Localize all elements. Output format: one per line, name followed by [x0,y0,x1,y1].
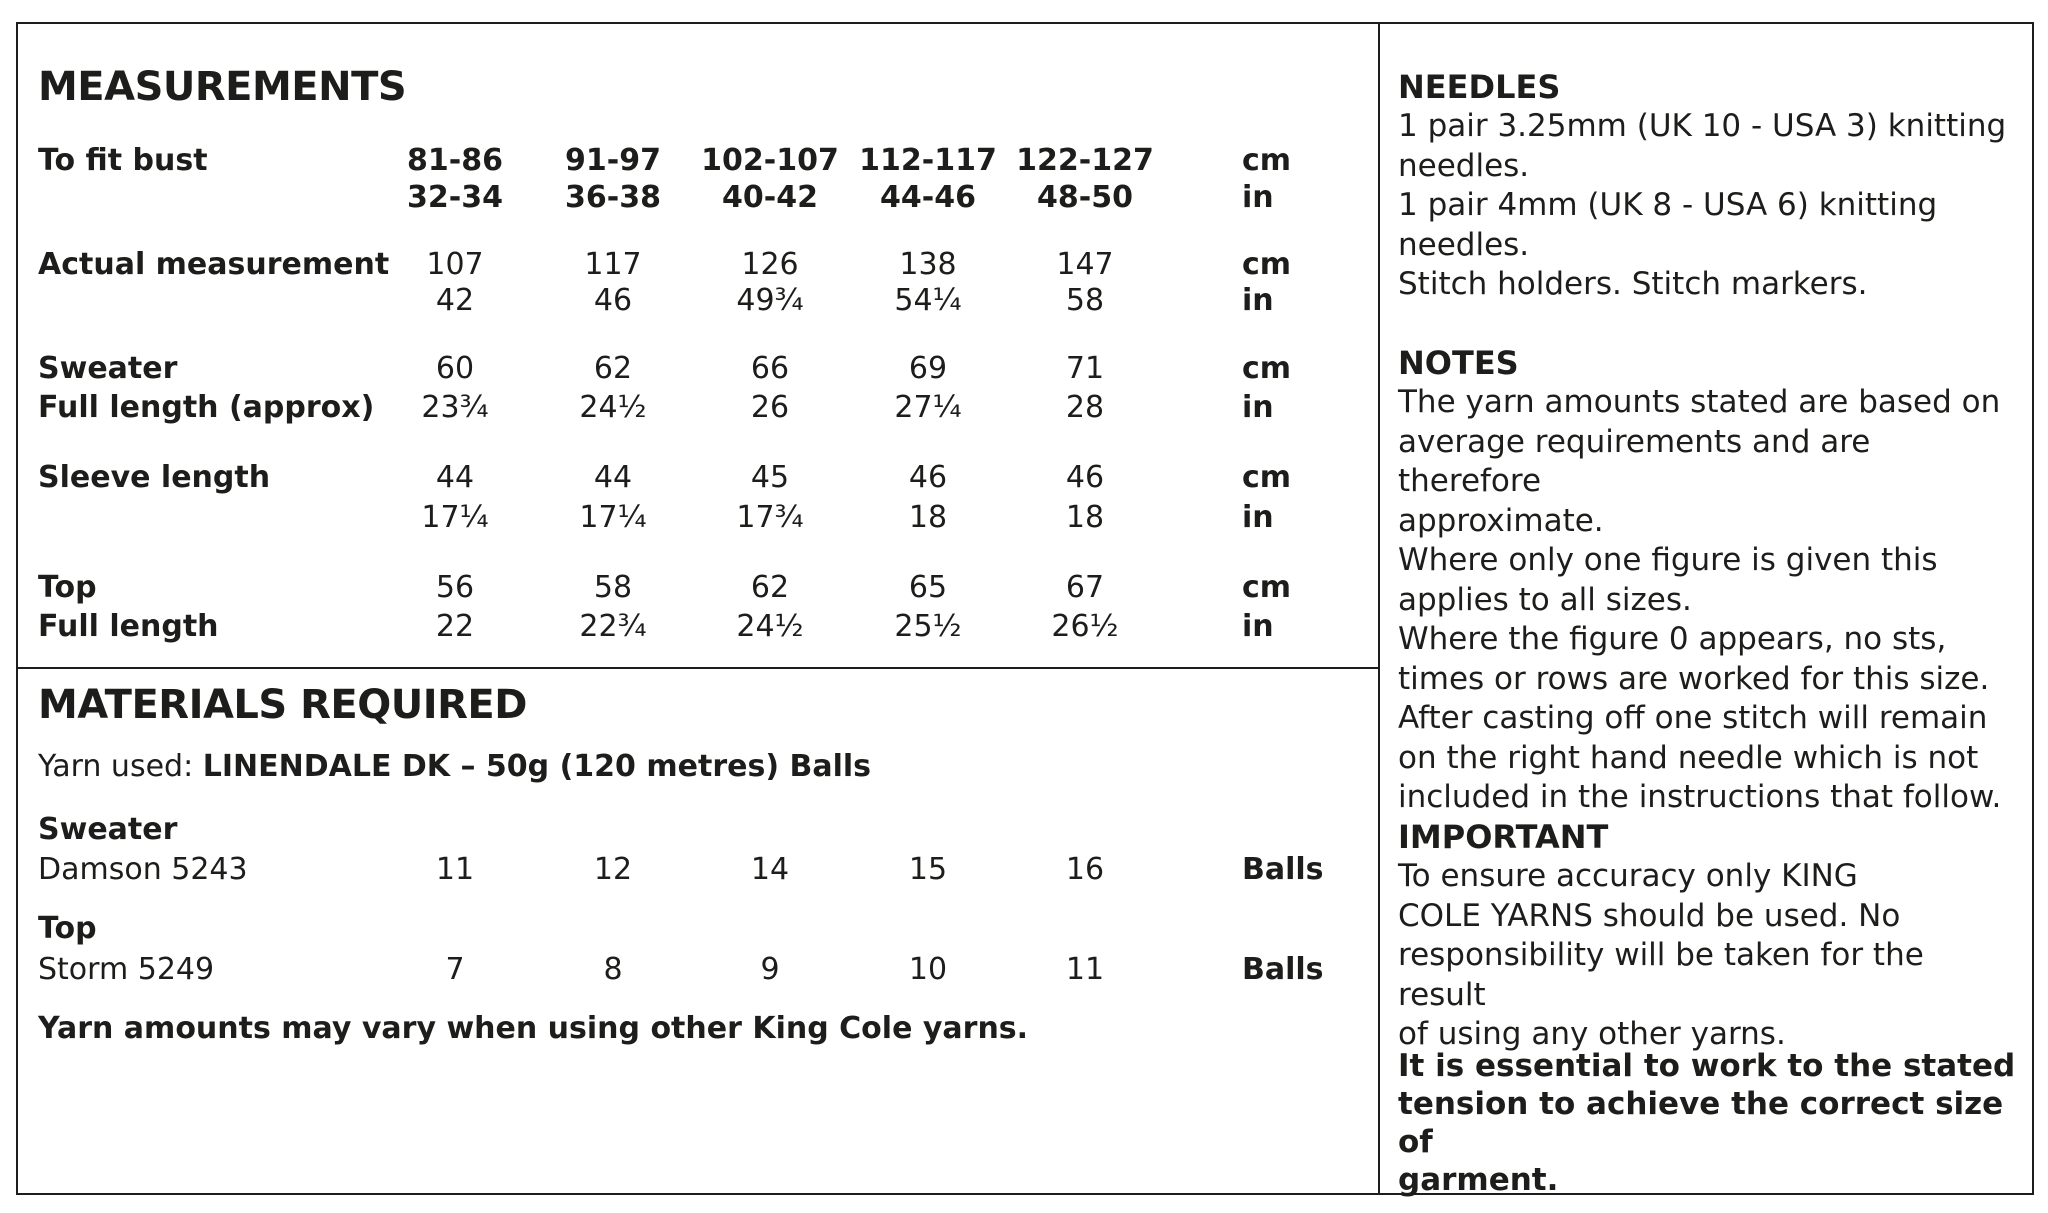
value-in: 18 [908,500,948,535]
notes-line: included in the instructions that follow. [1398,779,2002,815]
unit-cm: cm [1242,247,1292,282]
value-cm: 69 [908,351,948,386]
notes-line: average requirements and are therefore [1398,423,1871,499]
unit-cm: cm [1242,570,1292,605]
important-bold-line: garment. [1398,1162,1559,1198]
value-cm: 91-97 [565,143,661,178]
value-in: 17¾ [736,500,804,535]
balls-unit: Balls [1242,952,1324,987]
row-label: To fit bust [38,143,208,178]
materials-sweater-color: Damson 5243 [38,852,248,887]
important-bold-text [1398,1047,2018,1199]
important-bold-line: tension to achieve the correct size of [1398,1086,2004,1160]
needles-title: NEEDLES [1398,68,1561,106]
value-in: 26½ [1051,609,1119,644]
value-cm: 65 [908,570,948,605]
notes-text [1398,383,2018,818]
materials-title: MATERIALS REQUIRED [38,682,527,728]
section-divider [16,667,1379,669]
row-label: Sleeve length [38,460,271,495]
unit-cm: cm [1242,460,1292,495]
value-in: 23¾ [421,390,489,425]
notes-title: NOTES [1398,344,1519,382]
needles-line: needles. [1398,147,1530,184]
value-in: 28 [1065,390,1105,425]
unit-cm: cm [1242,351,1292,386]
value-in: 22 [435,609,475,644]
value-cm: 138 [899,247,957,282]
important-line: responsibility will be taken for the result [1398,937,1924,1013]
value-in: 36-38 [565,180,661,215]
value-in: 27¼ [894,390,962,425]
balls-count: 12 [593,852,633,887]
important-bold-line: It is essential to work to the stated [1398,1048,2016,1084]
value-in: 42 [435,283,475,318]
yarn-used-value: LINENDALE DK – 50g (120 metres) Balls [202,749,872,784]
balls-count: 8 [603,952,623,987]
value-in: 25½ [894,609,962,644]
row-label: Top [38,570,97,605]
row-label: Sweater [38,351,178,386]
balls-count: 16 [1065,852,1105,887]
materials-sweater-heading: Sweater [38,812,178,847]
important-line: To ensure accuracy only KING [1398,858,1858,894]
value-in: 26 [750,390,790,425]
value-in: 18 [1065,500,1105,535]
unit-in: in [1242,283,1274,318]
value-in: 46 [593,283,633,318]
value-in: 24½ [736,609,804,644]
row-label: Actual measurement [38,247,390,282]
yarn-used [38,749,871,784]
value-cm: 126 [741,247,799,282]
unit-in: in [1242,500,1274,535]
value-cm: 81-86 [407,143,503,178]
value-in: 22¾ [579,609,647,644]
measurements-title: MEASUREMENTS [38,64,407,110]
value-cm: 60 [435,351,475,386]
value-in: 32-34 [407,180,503,215]
value-in: 24½ [579,390,647,425]
unit-in: in [1242,180,1274,215]
important-line: of using any other yarns. [1398,1016,1786,1052]
notes-line: After casting off one stitch will remain [1398,700,1988,736]
value-in: 54¼ [894,283,962,318]
value-in: 17¼ [421,500,489,535]
value-cm: 58 [593,570,633,605]
value-cm: 62 [593,351,633,386]
unit-cm: cm [1242,143,1292,178]
unit-in: in [1242,390,1274,425]
needles-line: needles. [1398,226,1530,263]
materials-top-heading: Top [38,911,97,946]
needles-text [1398,107,2018,305]
value-cm: 45 [750,460,790,495]
balls-count: 14 [750,852,790,887]
value-cm: 112-117 [859,143,997,178]
notes-line: Where the figure 0 appears, no sts, [1398,621,1947,657]
value-in: 40-42 [722,180,818,215]
column-divider [1378,22,1380,1195]
value-in: 17¼ [579,500,647,535]
balls-count: 11 [1065,952,1105,987]
value-cm: 102-107 [701,143,839,178]
value-cm: 117 [584,247,642,282]
row-label: Full length [38,609,219,644]
value-cm: 147 [1056,247,1114,282]
needles-line: Stitch holders. Stitch markers. [1398,266,1868,302]
yarn-used-label: Yarn used: [38,749,203,784]
value-cm: 56 [435,570,475,605]
balls-count: 9 [760,952,780,987]
value-cm: 44 [435,460,475,495]
balls-count: 10 [908,952,948,987]
value-in: 58 [1065,283,1105,318]
value-cm: 107 [426,247,484,282]
important-line: COLE YARNS should be used. No [1398,897,1901,934]
important-title: IMPORTANT [1398,818,1609,856]
notes-line: approximate. [1398,502,1604,539]
important-text [1398,857,2018,1055]
value-cm: 62 [750,570,790,605]
balls-count: 11 [435,852,475,887]
value-cm: 67 [1065,570,1105,605]
value-in: 48-50 [1037,180,1133,215]
balls-unit: Balls [1242,852,1324,887]
row-label: Full length (approx) [38,390,375,425]
yarn-note: Yarn amounts may vary when using other King Cole yarns. [38,1011,1029,1046]
notes-line: on the right hand needle which is not [1398,739,1979,776]
balls-count: 7 [445,952,465,987]
notes-line: Where only one figure is given this [1398,542,1938,578]
balls-count: 15 [908,852,948,887]
value-cm: 46 [908,460,948,495]
value-in: 44-46 [880,180,976,215]
value-cm: 71 [1065,351,1105,386]
notes-line: applies to all sizes. [1398,581,1692,618]
value-cm: 122-127 [1016,143,1154,178]
materials-top-color: Storm 5249 [38,952,215,987]
needles-line: 1 pair 4mm (UK 8 - USA 6) knitting [1398,187,1938,223]
notes-line: The yarn amounts stated are based on [1398,384,2001,420]
needles-line: 1 pair 3.25mm (UK 10 - USA 3) knitting [1398,108,2007,144]
value-cm: 46 [1065,460,1105,495]
value-cm: 66 [750,351,790,386]
notes-line: times or rows are worked for this size. [1398,660,1990,697]
unit-in: in [1242,609,1274,644]
value-in: 49¾ [736,283,804,318]
value-cm: 44 [593,460,633,495]
